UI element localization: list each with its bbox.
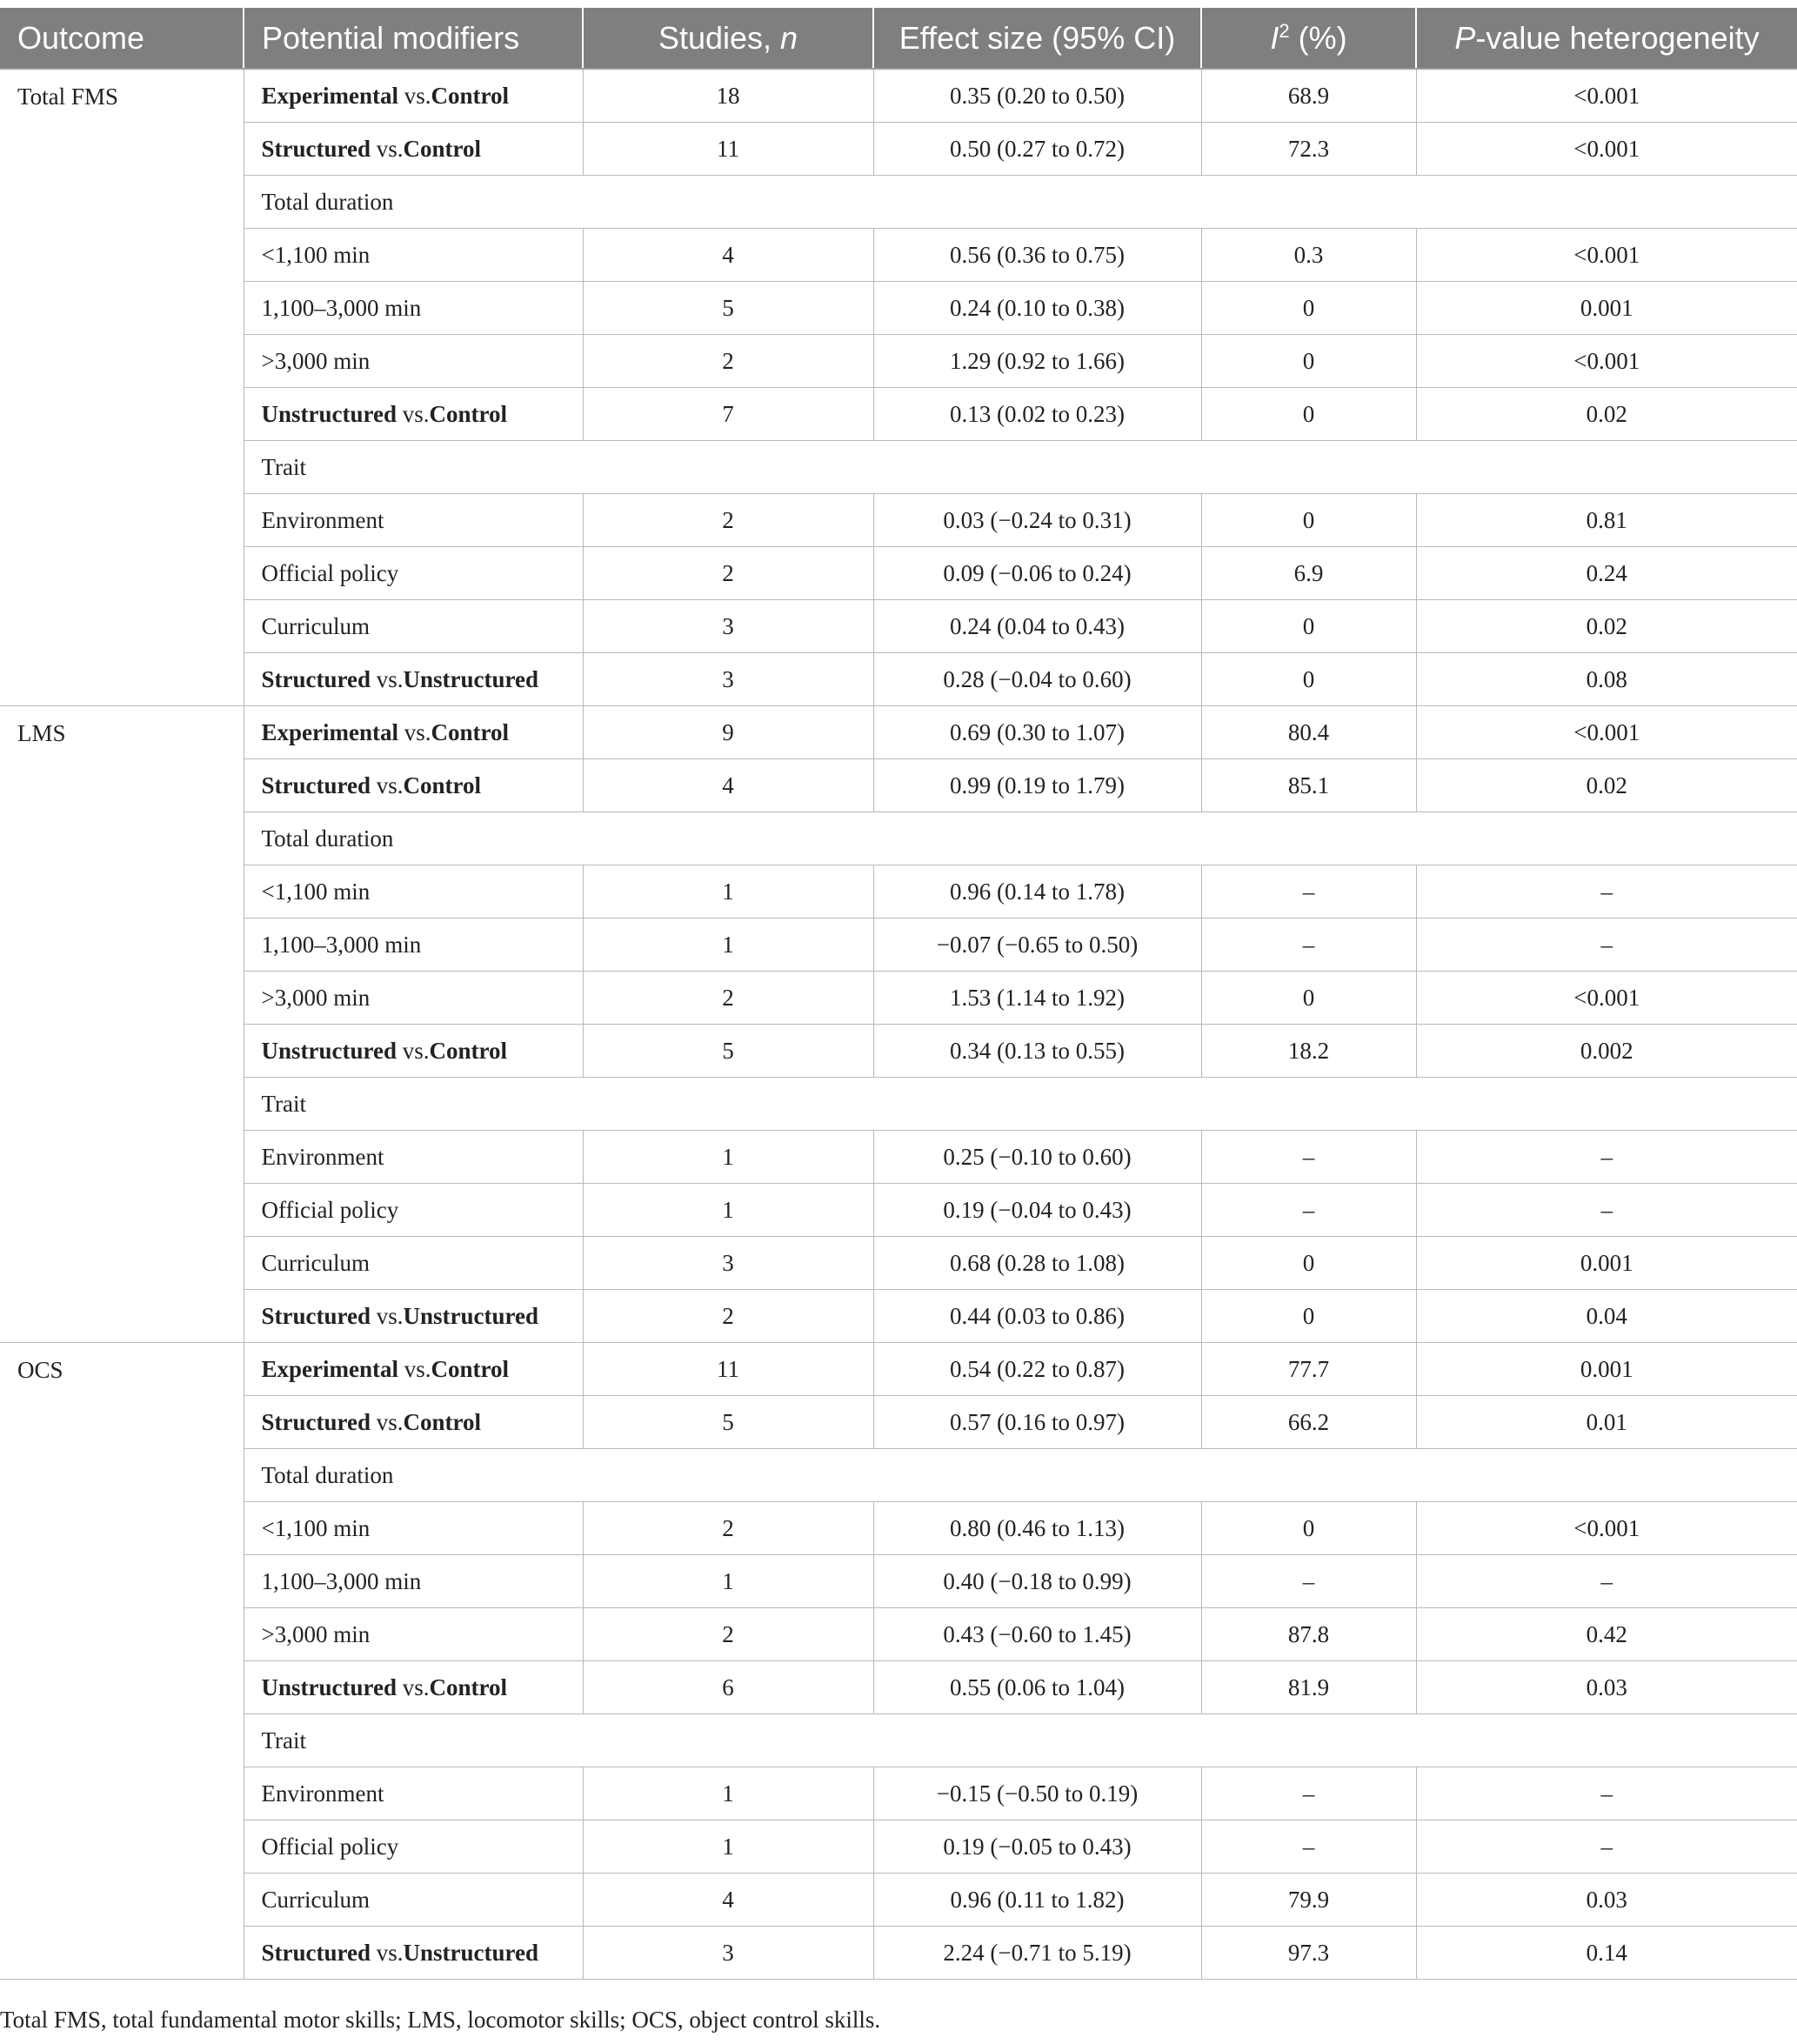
studies-count: 1: [583, 1767, 873, 1820]
effect-size: 0.96 (0.11 to 1.82): [873, 1874, 1201, 1927]
effect-size: 0.80 (0.46 to 1.13): [873, 1502, 1201, 1555]
comparison-group-a: Unstructured: [261, 1037, 397, 1064]
p-value: 0.001: [1416, 1237, 1797, 1290]
table-row: [0, 1343, 1797, 1396]
modifier-label: Curriculum: [244, 1237, 583, 1290]
studies-count: 5: [583, 282, 873, 335]
header-effect-size: Effect size (95% CI): [873, 8, 1201, 69]
effect-size: 0.69 (0.30 to 1.07): [873, 706, 1201, 759]
comparison-label: [244, 388, 583, 441]
effect-size: 0.44 (0.03 to 0.86): [873, 1290, 1201, 1343]
studies-count: 5: [583, 1396, 873, 1449]
comparison-group-a: Experimental: [261, 718, 398, 745]
p-value: <0.001: [1416, 229, 1797, 282]
header-outcome: Outcome: [0, 8, 244, 69]
studies-count: 2: [583, 1502, 873, 1555]
p-value: –: [1416, 1184, 1797, 1237]
comparison-group-a: Experimental: [261, 82, 398, 109]
table-row: [0, 441, 1797, 494]
p-value: 0.02: [1416, 600, 1797, 653]
p-value: 0.01: [1416, 1396, 1797, 1449]
i2-value: 0: [1201, 1237, 1416, 1290]
table-row: [0, 229, 1797, 282]
i2-value: 0: [1201, 335, 1416, 388]
studies-count: 7: [583, 388, 873, 441]
modifier-label: <1,100 min: [244, 229, 583, 282]
comparison-group-a: Structured: [261, 1302, 371, 1329]
studies-count: 5: [583, 1025, 873, 1078]
table-row: [0, 759, 1797, 812]
comparison-vs: vs.: [397, 1037, 430, 1064]
effect-size: 0.13 (0.02 to 0.23): [873, 388, 1201, 441]
modifier-label: Official policy: [244, 547, 583, 600]
modifier-label: Environment: [244, 1767, 583, 1820]
p-value: 0.02: [1416, 388, 1797, 441]
effect-size: 1.53 (1.14 to 1.92): [873, 972, 1201, 1025]
studies-count: 2: [583, 1608, 873, 1661]
effect-size: −0.07 (−0.65 to 0.50): [873, 918, 1201, 972]
studies-count: 2: [583, 335, 873, 388]
p-value: 0.001: [1416, 282, 1797, 335]
table-row: [0, 1927, 1797, 1980]
studies-count: 4: [583, 229, 873, 282]
i2-value: 79.9: [1201, 1874, 1416, 1927]
effect-size: 0.40 (−0.18 to 0.99): [873, 1555, 1201, 1608]
table-row: [0, 653, 1797, 706]
effect-size: 0.43 (−0.60 to 1.45): [873, 1608, 1201, 1661]
comparison-group-a: Structured: [261, 665, 371, 692]
table-row: [0, 1608, 1797, 1661]
studies-count: 2: [583, 1290, 873, 1343]
i2-value: –: [1201, 1131, 1416, 1184]
comparison-group-b: Unstructured: [403, 665, 539, 692]
i2-value: 81.9: [1201, 1661, 1416, 1714]
outcome-cell: OCS: [0, 1343, 244, 1980]
comparison-label: [244, 759, 583, 812]
p-value: 0.002: [1416, 1025, 1797, 1078]
table-row: [0, 1555, 1797, 1608]
modifier-label: <1,100 min: [244, 1502, 583, 1555]
effect-size: 0.34 (0.13 to 0.55): [873, 1025, 1201, 1078]
comparison-group-b: Control: [431, 718, 510, 745]
group-label: Total duration: [244, 812, 1797, 865]
comparison-vs: vs.: [397, 82, 431, 109]
i2-value: –: [1201, 865, 1416, 918]
comparison-label: [244, 706, 583, 759]
effect-size: 0.35 (0.20 to 0.50): [873, 69, 1201, 123]
modifier-label: >3,000 min: [244, 1608, 583, 1661]
table-row: [0, 282, 1797, 335]
table-row: [0, 1237, 1797, 1290]
i2-value: –: [1201, 918, 1416, 972]
i2-value: 80.4: [1201, 706, 1416, 759]
i2-value: 18.2: [1201, 1025, 1416, 1078]
studies-count: 3: [583, 1927, 873, 1980]
i2-value: 68.9: [1201, 69, 1416, 123]
studies-count: 4: [583, 759, 873, 812]
p-value: 0.24: [1416, 547, 1797, 600]
comparison-label: [244, 123, 583, 176]
table-row: [0, 1714, 1797, 1767]
comparison-vs: vs.: [397, 1355, 431, 1382]
i2-value: 0: [1201, 388, 1416, 441]
i2-value: 0: [1201, 494, 1416, 547]
table-row: [0, 494, 1797, 547]
table-row: [0, 1449, 1797, 1502]
table-row: [0, 1767, 1797, 1820]
studies-count: 1: [583, 1820, 873, 1874]
modifier-label: Official policy: [244, 1820, 583, 1874]
effect-size: 2.24 (−0.71 to 5.19): [873, 1927, 1201, 1980]
i2-value: –: [1201, 1184, 1416, 1237]
comparison-vs: vs.: [371, 135, 404, 162]
studies-count: 3: [583, 653, 873, 706]
effect-size: 0.28 (−0.04 to 0.60): [873, 653, 1201, 706]
table-row: [0, 123, 1797, 176]
p-value: –: [1416, 918, 1797, 972]
comparison-label: [244, 1343, 583, 1396]
studies-count: 1: [583, 1131, 873, 1184]
comparison-vs: vs.: [371, 1939, 404, 1966]
p-value: <0.001: [1416, 1502, 1797, 1555]
comparison-vs: vs.: [371, 1302, 404, 1329]
modifier-label: Official policy: [244, 1184, 583, 1237]
p-value: 0.02: [1416, 759, 1797, 812]
table-row: [0, 865, 1797, 918]
comparison-label: [244, 653, 583, 706]
group-label: Total duration: [244, 176, 1797, 229]
studies-count: 1: [583, 865, 873, 918]
i2-value: 0: [1201, 282, 1416, 335]
group-label: Trait: [244, 441, 1797, 494]
comparison-group-a: Unstructured: [261, 400, 397, 427]
studies-count: 1: [583, 1555, 873, 1608]
table-row: [0, 1184, 1797, 1237]
p-value: 0.81: [1416, 494, 1797, 547]
comparison-group-a: Structured: [261, 1408, 371, 1435]
p-value: 0.001: [1416, 1343, 1797, 1396]
table-row: [0, 1874, 1797, 1927]
comparison-label: [244, 1025, 583, 1078]
effect-size: 0.19 (−0.05 to 0.43): [873, 1820, 1201, 1874]
i2-value: 0: [1201, 600, 1416, 653]
i2-value: 6.9: [1201, 547, 1416, 600]
table-row: [0, 1078, 1797, 1131]
table-row: [0, 335, 1797, 388]
p-value: 0.08: [1416, 653, 1797, 706]
comparison-vs: vs.: [371, 1408, 404, 1435]
i2-value: 0: [1201, 1290, 1416, 1343]
table-body: [0, 69, 1797, 1980]
comparison-group-a: Structured: [261, 1939, 371, 1966]
i2-value: 87.8: [1201, 1608, 1416, 1661]
p-value: <0.001: [1416, 123, 1797, 176]
comparison-group-b: Control: [429, 1037, 508, 1064]
comparison-group-b: Unstructured: [403, 1939, 539, 1966]
table-row: [0, 706, 1797, 759]
studies-count: 9: [583, 706, 873, 759]
modifier-label: >3,000 min: [244, 972, 583, 1025]
table-row: [0, 918, 1797, 972]
comparison-label: [244, 1396, 583, 1449]
effect-size: 0.24 (0.04 to 0.43): [873, 600, 1201, 653]
p-value: –: [1416, 1555, 1797, 1608]
table-row: [0, 176, 1797, 229]
effect-size: 0.19 (−0.04 to 0.43): [873, 1184, 1201, 1237]
effect-size: 0.56 (0.36 to 0.75): [873, 229, 1201, 282]
effect-size: −0.15 (−0.50 to 0.19): [873, 1767, 1201, 1820]
outcome-cell: LMS: [0, 706, 244, 1343]
comparison-group-a: Structured: [261, 772, 371, 798]
i2-value: 97.3: [1201, 1927, 1416, 1980]
p-value: 0.04: [1416, 1290, 1797, 1343]
studies-count: 2: [583, 972, 873, 1025]
table-row: [0, 547, 1797, 600]
comparison-group-a: Experimental: [261, 1355, 398, 1382]
effect-size: 0.68 (0.28 to 1.08): [873, 1237, 1201, 1290]
comparison-group-b: Control: [403, 772, 482, 798]
effect-size: 0.55 (0.06 to 1.04): [873, 1661, 1201, 1714]
comparison-label: [244, 1661, 583, 1714]
group-label: Trait: [244, 1714, 1797, 1767]
comparison-group-b: Control: [431, 1355, 510, 1382]
studies-count: 6: [583, 1661, 873, 1714]
table-row: [0, 388, 1797, 441]
p-value: <0.001: [1416, 972, 1797, 1025]
comparison-group-b: Control: [403, 135, 482, 162]
modifier-label: Environment: [244, 494, 583, 547]
p-value: –: [1416, 865, 1797, 918]
i2-value: 72.3: [1201, 123, 1416, 176]
comparison-vs: vs.: [371, 665, 404, 692]
effect-size: 0.57 (0.16 to 0.97): [873, 1396, 1201, 1449]
table-row: [0, 812, 1797, 865]
comparison-vs: vs.: [397, 1673, 430, 1700]
i2-value: 66.2: [1201, 1396, 1416, 1449]
effect-size: 0.09 (−0.06 to 0.24): [873, 547, 1201, 600]
table-row: [0, 1131, 1797, 1184]
comparison-group-a: Structured: [261, 135, 371, 162]
table-row: [0, 1820, 1797, 1874]
comparison-group-b: Control: [429, 1673, 508, 1700]
header-p-value: P-value heterogeneity: [1416, 8, 1797, 69]
i2-value: 0.3: [1201, 229, 1416, 282]
p-value: –: [1416, 1820, 1797, 1874]
table-row: [0, 69, 1797, 123]
outcome-cell: Total FMS: [0, 69, 244, 706]
i2-value: –: [1201, 1555, 1416, 1608]
table-row: [0, 1502, 1797, 1555]
effect-size: 1.29 (0.92 to 1.66): [873, 335, 1201, 388]
studies-count: 1: [583, 1184, 873, 1237]
i2-value: 85.1: [1201, 759, 1416, 812]
p-value: <0.001: [1416, 69, 1797, 123]
i2-value: 0: [1201, 972, 1416, 1025]
effect-size: 0.50 (0.27 to 0.72): [873, 123, 1201, 176]
p-value: 0.03: [1416, 1661, 1797, 1714]
table-row: [0, 1025, 1797, 1078]
modifier-label: 1,100–3,000 min: [244, 918, 583, 972]
p-value: 0.03: [1416, 1874, 1797, 1927]
i2-value: 0: [1201, 653, 1416, 706]
effect-size: 0.99 (0.19 to 1.79): [873, 759, 1201, 812]
header-i2: $I^2$ (%): [1201, 8, 1416, 69]
effect-size: 0.54 (0.22 to 0.87): [873, 1343, 1201, 1396]
p-value: <0.001: [1416, 706, 1797, 759]
comparison-vs: vs.: [371, 772, 404, 798]
modifier-label: 1,100–3,000 min: [244, 282, 583, 335]
studies-count: 18: [583, 69, 873, 123]
modifier-label: >3,000 min: [244, 335, 583, 388]
studies-count: 2: [583, 547, 873, 600]
header-row: [0, 8, 1797, 69]
p-value: 0.42: [1416, 1608, 1797, 1661]
p-value: <0.001: [1416, 335, 1797, 388]
i2-value: 77.7: [1201, 1343, 1416, 1396]
studies-count: 2: [583, 494, 873, 547]
comparison-label: [244, 1290, 583, 1343]
effect-size: 0.03 (−0.24 to 0.31): [873, 494, 1201, 547]
group-label: Trait: [244, 1078, 1797, 1131]
studies-count: 3: [583, 1237, 873, 1290]
table-row: [0, 1396, 1797, 1449]
table-row: [0, 972, 1797, 1025]
studies-count: 11: [583, 123, 873, 176]
table-row: [0, 1661, 1797, 1714]
modifier-label: 1,100–3,000 min: [244, 1555, 583, 1608]
header-modifiers: Potential modifiers: [244, 8, 583, 69]
modifier-label: Curriculum: [244, 1874, 583, 1927]
i2-value: –: [1201, 1767, 1416, 1820]
effect-size: 0.24 (0.10 to 0.38): [873, 282, 1201, 335]
table-row: [0, 1290, 1797, 1343]
comparison-vs: vs.: [397, 718, 431, 745]
comparison-group-b: Unstructured: [403, 1302, 539, 1329]
effect-size: 0.25 (−0.10 to 0.60): [873, 1131, 1201, 1184]
i2-value: 0: [1201, 1502, 1416, 1555]
i2-value: –: [1201, 1820, 1416, 1874]
comparison-group-b: Control: [431, 82, 510, 109]
table-row: [0, 600, 1797, 653]
comparison-group-b: Control: [429, 400, 508, 427]
modifier-label: Environment: [244, 1131, 583, 1184]
table-footnote: Total FMS, total fundamental motor skills; LMS, locomotor skills; OCS, object control skills.: [0, 2007, 881, 2033]
studies-count: 11: [583, 1343, 873, 1396]
comparison-label: [244, 69, 583, 123]
effect-size: 0.96 (0.14 to 1.78): [873, 865, 1201, 918]
p-value: –: [1416, 1767, 1797, 1820]
comparison-group-a: Unstructured: [261, 1673, 397, 1700]
studies-count: 3: [583, 600, 873, 653]
p-value: –: [1416, 1131, 1797, 1184]
comparison-label: [244, 1927, 583, 1980]
group-label: Total duration: [244, 1449, 1797, 1502]
studies-count: 1: [583, 918, 873, 972]
comparison-vs: vs.: [397, 400, 430, 427]
studies-count: 4: [583, 1874, 873, 1927]
p-value: 0.14: [1416, 1927, 1797, 1980]
modifier-label: <1,100 min: [244, 865, 583, 918]
meta-analysis-table: [0, 8, 1797, 1980]
header-studies: Studies, n: [583, 8, 873, 69]
modifier-label: Curriculum: [244, 600, 583, 653]
comparison-group-b: Control: [403, 1408, 482, 1435]
